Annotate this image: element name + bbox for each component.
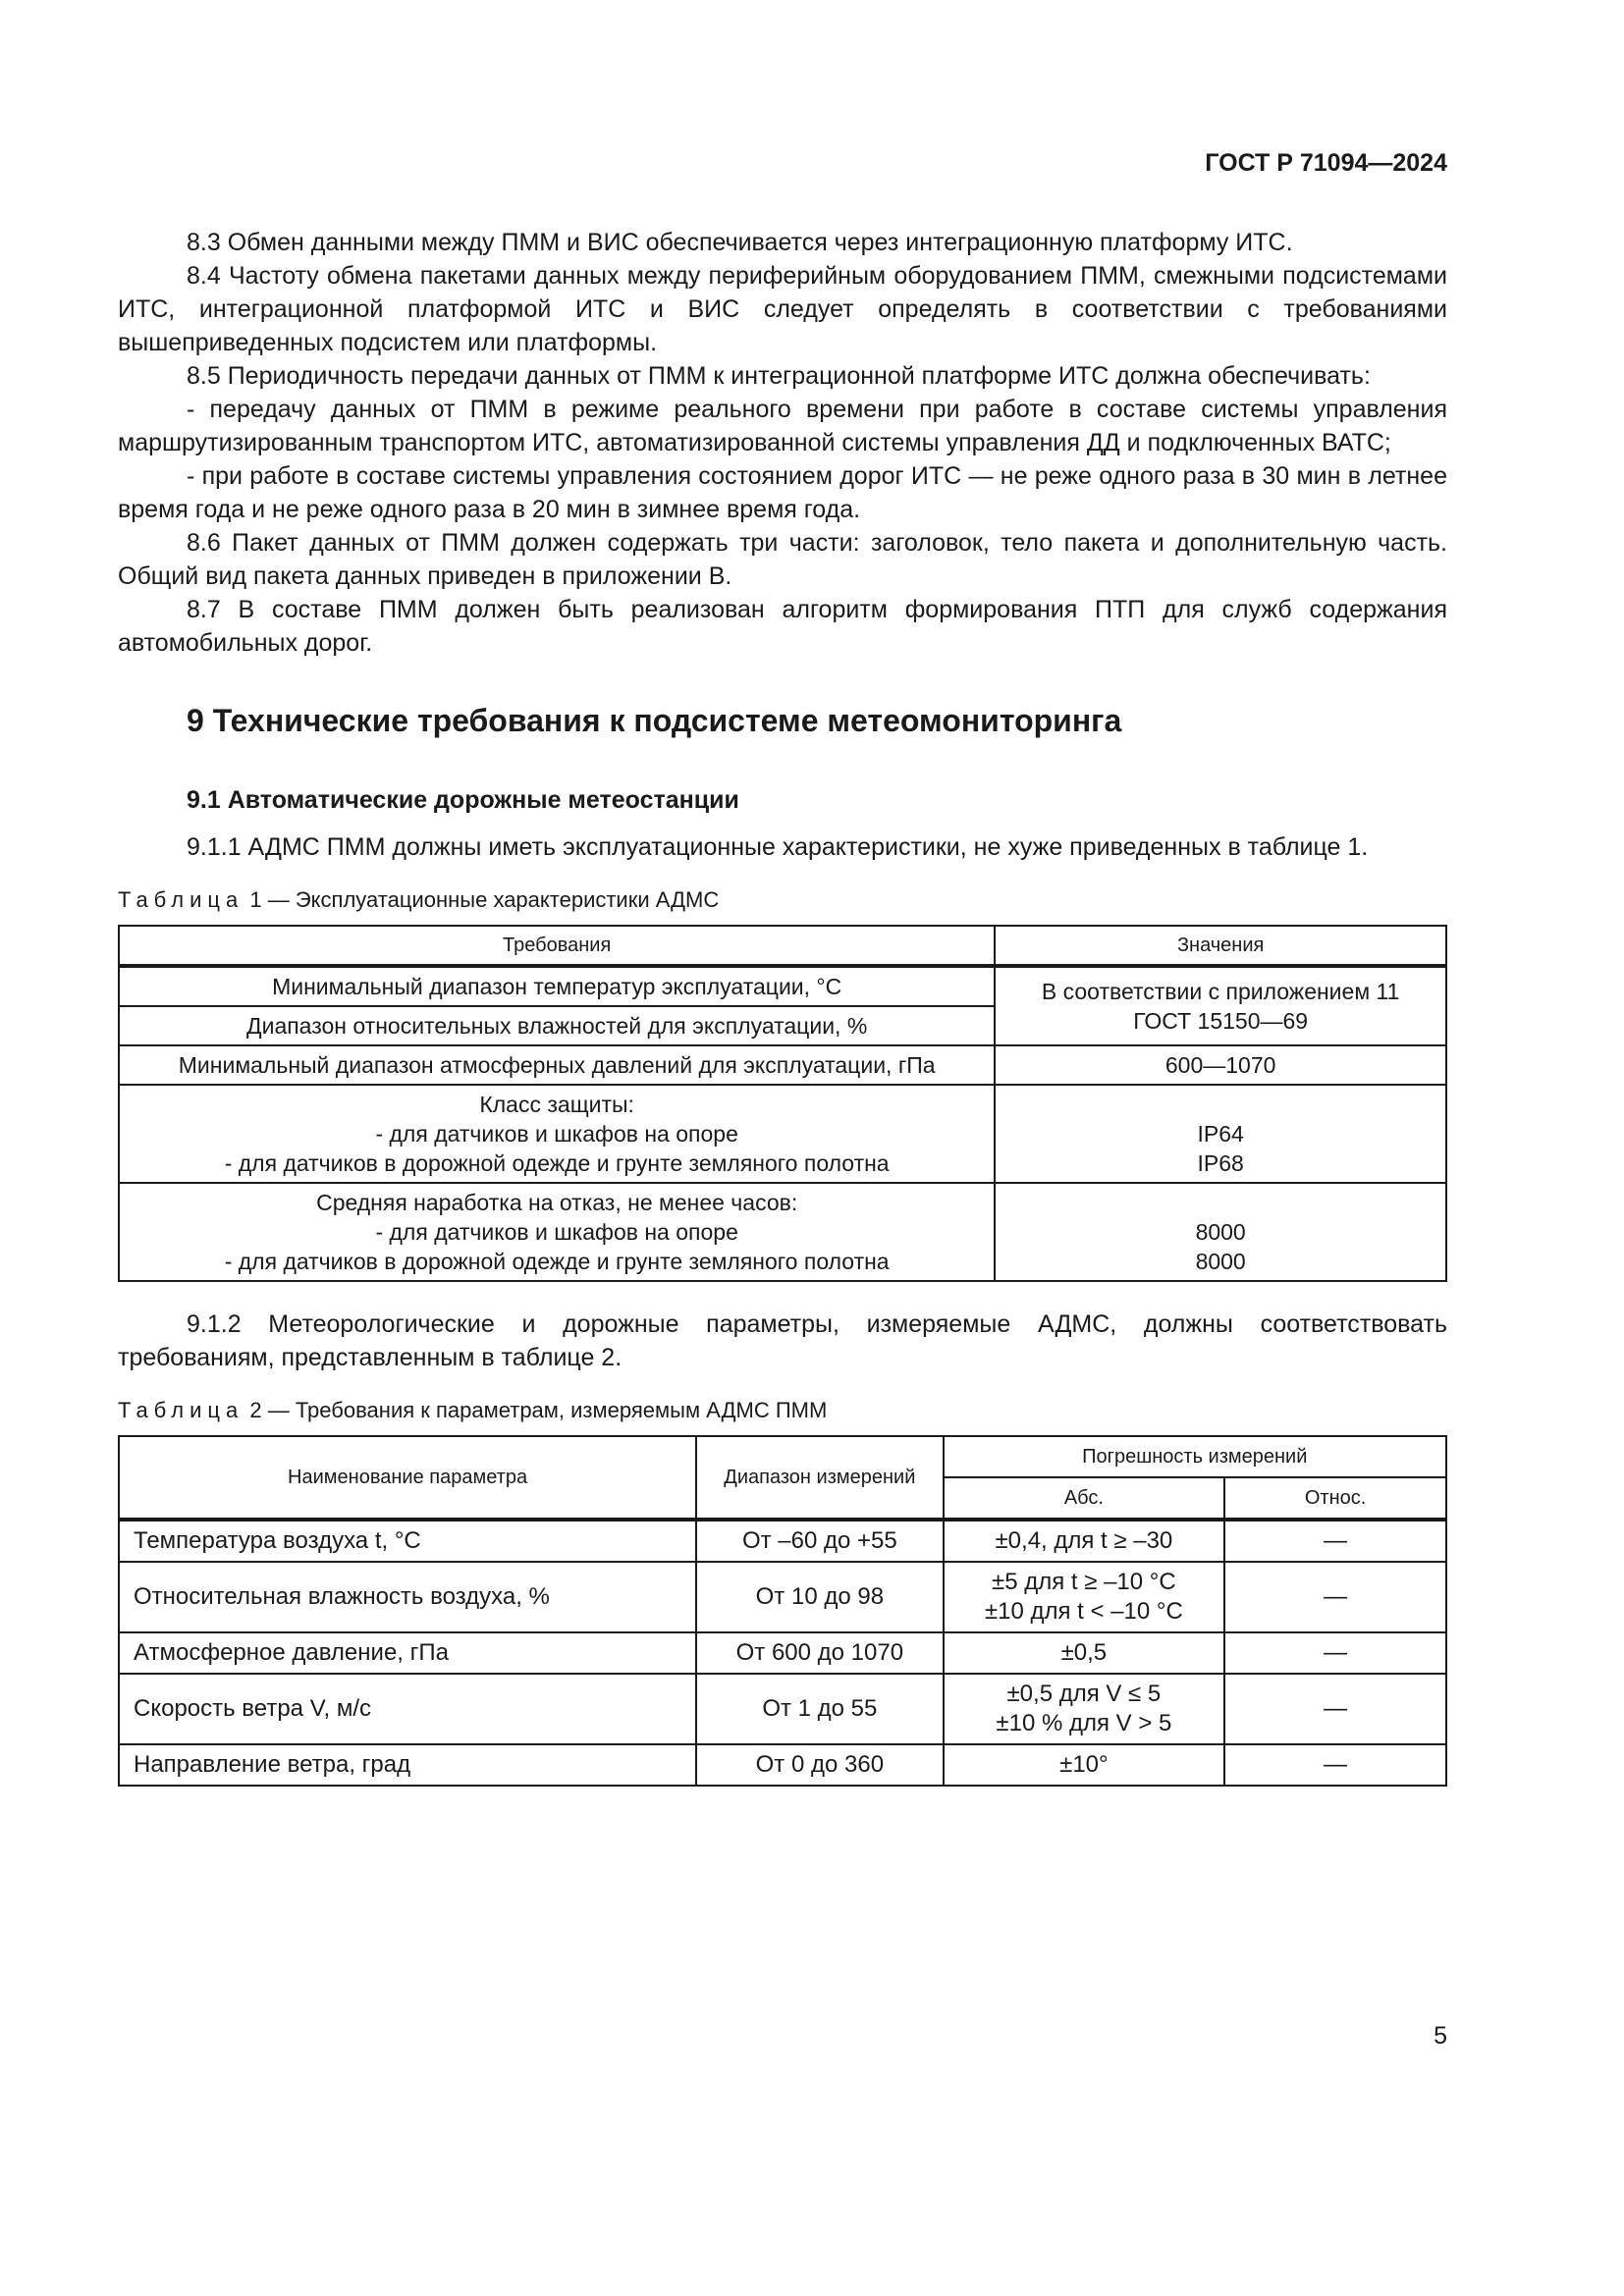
table-1-cell-line: 8000 — [1195, 1249, 1246, 1274]
table-1-cell: 600—1070 — [995, 1045, 1446, 1085]
paragraph-8-7: 8.7 В составе ПММ должен быть реализован алгоритм формирования ПТП для служб содержания автомобильных дорог. — [118, 596, 1447, 657]
table-2-cell: Атмосферное давление, гПа — [119, 1632, 696, 1674]
table-1-cell-line: 8000 — [1195, 1219, 1246, 1245]
table-2-cell-line: ±0,4, для t ≥ –30 — [995, 1527, 1173, 1554]
table-2-cell: Направление ветра, град — [119, 1744, 696, 1786]
page-number: 5 — [1434, 2022, 1447, 2050]
table-1-cell-line: IP68 — [1197, 1150, 1244, 1176]
table-2-cell: — — [1224, 1562, 1446, 1632]
paragraph-8-6: 8.6 Пакет данных от ПММ должен содержать три части: заголовок, тело пакета и дополнительную часть. Общий вид пакета данных приведен в приложении В. — [118, 529, 1447, 590]
paragraph-9-1-2: 9.1.2 Метеорологические и дорожные параметры, измеряемые АДМС, должны соответствовать требованиям, представленным в таблице 2. — [118, 1310, 1447, 1371]
table-2-cell-line: ±10 для t < –10 °С — [984, 1598, 1183, 1625]
table-row — [119, 1674, 1446, 1744]
table-2-cell: От 0 до 360 — [696, 1744, 943, 1786]
paragraph-8-3: 8.3 Обмен данными между ПММ и ВИС обеспечивается через интеграционную платформу ИТС. — [187, 229, 1293, 256]
table-2-cell: — — [1224, 1674, 1446, 1744]
table-2-header-rel: Относ. — [1224, 1477, 1446, 1520]
table-2-cell: — — [1224, 1632, 1446, 1674]
table-row — [119, 1520, 1446, 1562]
table-1-cell-line: ГОСТ 15150—69 — [1133, 1008, 1309, 1034]
document-id-header: ГОСТ Р 71094—2024 — [1205, 149, 1447, 177]
table-2-cell: — — [1224, 1520, 1446, 1562]
paragraph-9-1-1: 9.1.1 АДМС ПММ должны иметь эксплуатационные характеристики, не хуже приведенных в таблице 1. — [187, 833, 1369, 861]
table-2-cell — [944, 1520, 1225, 1562]
table-2-cell: Скорость ветра V, м/с — [119, 1674, 696, 1744]
table-1-cell — [995, 1183, 1446, 1281]
table-2-caption-text: 2 — Требования к параметрам, измеряемым АДМС ПММ — [249, 1398, 828, 1422]
table-2-header-range: Диапазон измерений — [696, 1436, 943, 1520]
table-1-cell — [119, 1183, 995, 1281]
table-1-cell-line: Класс защиты: — [479, 1092, 634, 1117]
table-1 — [118, 925, 1447, 1282]
table-1-cell-line: - для датчиков и шкафов на опоре — [375, 1121, 738, 1147]
table-2-header-error: Погрешность измерений — [944, 1436, 1446, 1477]
table-1-caption — [118, 885, 1447, 915]
paragraph-8-5: 8.5 Периодичность передачи данных от ПММ к интеграционной платформе ИТС должна обеспечивать: — [187, 362, 1371, 390]
table-1-caption-word: Таблица — [118, 887, 244, 912]
table-1-cell — [119, 1085, 995, 1183]
table-2-caption-word: Таблица — [118, 1398, 244, 1422]
table-1-caption-text: 1 — Эксплуатационные характеристики АДМС — [249, 887, 720, 912]
table-2-cell: От –60 до +55 — [696, 1520, 943, 1562]
table-2-caption — [118, 1396, 1447, 1425]
table-2-cell — [944, 1632, 1225, 1674]
table-2-cell — [944, 1744, 1225, 1786]
table-1-cell: Диапазон относительных влажностей для эксплуатации, % — [119, 1006, 995, 1045]
table-2-cell: — — [1224, 1744, 1446, 1786]
table-2-cell-line: ±10 % для V > 5 — [996, 1710, 1172, 1736]
table-1-cell — [995, 966, 1446, 1045]
table-2-cell — [944, 1562, 1225, 1632]
table-1-cell-line: IP64 — [1197, 1121, 1244, 1147]
table-2-header-abs: Абс. — [944, 1477, 1225, 1520]
table-1-cell — [995, 1085, 1446, 1183]
table-1-cell-line: - для датчиков в дорожной одежде и грунте земляного полотна — [224, 1150, 890, 1176]
table-row — [119, 1744, 1446, 1786]
section-9-heading: 9 Технические требования к подсистеме метеомониторинга — [187, 703, 1122, 738]
table-2-cell-line: ±0,5 — [1060, 1639, 1108, 1666]
document-body — [118, 226, 1447, 1787]
table-2-cell: Относительная влажность воздуха, % — [119, 1562, 696, 1632]
table-2 — [118, 1435, 1447, 1787]
table-1-cell-line: - для датчиков и шкафов на опоре — [375, 1219, 738, 1245]
table-1-cell-line: - для датчиков в дорожной одежде и грунте земляного полотна — [224, 1249, 890, 1274]
paragraph-8-5-item-a: - передачу данных от ПММ в режиме реального времени при работе в составе системы управления маршрутизированным транспортом ИТС, автоматизированной системы управления ДД и подключенных ВАТС; — [118, 396, 1447, 456]
table-row — [119, 1632, 1446, 1674]
paragraph-8-5-item-b: - при работе в составе системы управления состоянием дорог ИТС — не реже одного раза в 30 мин в летнее время года и не реже одного раза в 20 мин в зимнее время года. — [118, 462, 1447, 523]
table-2-cell: От 1 до 55 — [696, 1674, 943, 1744]
table-2-cell: От 600 до 1070 — [696, 1632, 943, 1674]
section-9-1-heading: 9.1 Автоматические дорожные метеостанции — [187, 786, 739, 814]
paragraph-8-4: 8.4 Частоту обмена пакетами данных между периферийным оборудованием ПММ, смежными подсистемами ИТС, интеграционной платформой ИТС и ВИС следует определять в соответствии с требованиями вышеприведенных подсистем или платформы. — [118, 262, 1447, 356]
table-2-cell: Температура воздуха t, °С — [119, 1520, 696, 1562]
table-2-cell-line: ±0,5 для V ≤ 5 — [1006, 1681, 1162, 1707]
table-2-body — [119, 1520, 1446, 1786]
table-2-cell: От 10 до 98 — [696, 1562, 943, 1632]
table-2-cell — [944, 1674, 1225, 1744]
table-2-cell-line: ±10° — [1059, 1751, 1109, 1778]
table-1-header-requirements: Требования — [119, 926, 995, 966]
table-row — [119, 1562, 1446, 1632]
table-1-header-values: Значения — [995, 926, 1446, 966]
table-2-cell-line: ±5 для t ≥ –10 °С — [992, 1569, 1176, 1595]
table-1-cell-line: В соответствии с приложением 11 — [1041, 979, 1400, 1004]
table-1-cell: Минимальный диапазон атмосферных давлений для эксплуатации, гПа — [119, 1045, 995, 1085]
table-1-cell: Минимальный диапазон температур эксплуатации, °С — [119, 966, 995, 1006]
table-1-cell-line: Средняя наработка на отказ, не менее часов: — [316, 1190, 798, 1215]
table-2-header-param: Наименование параметра — [119, 1436, 696, 1520]
